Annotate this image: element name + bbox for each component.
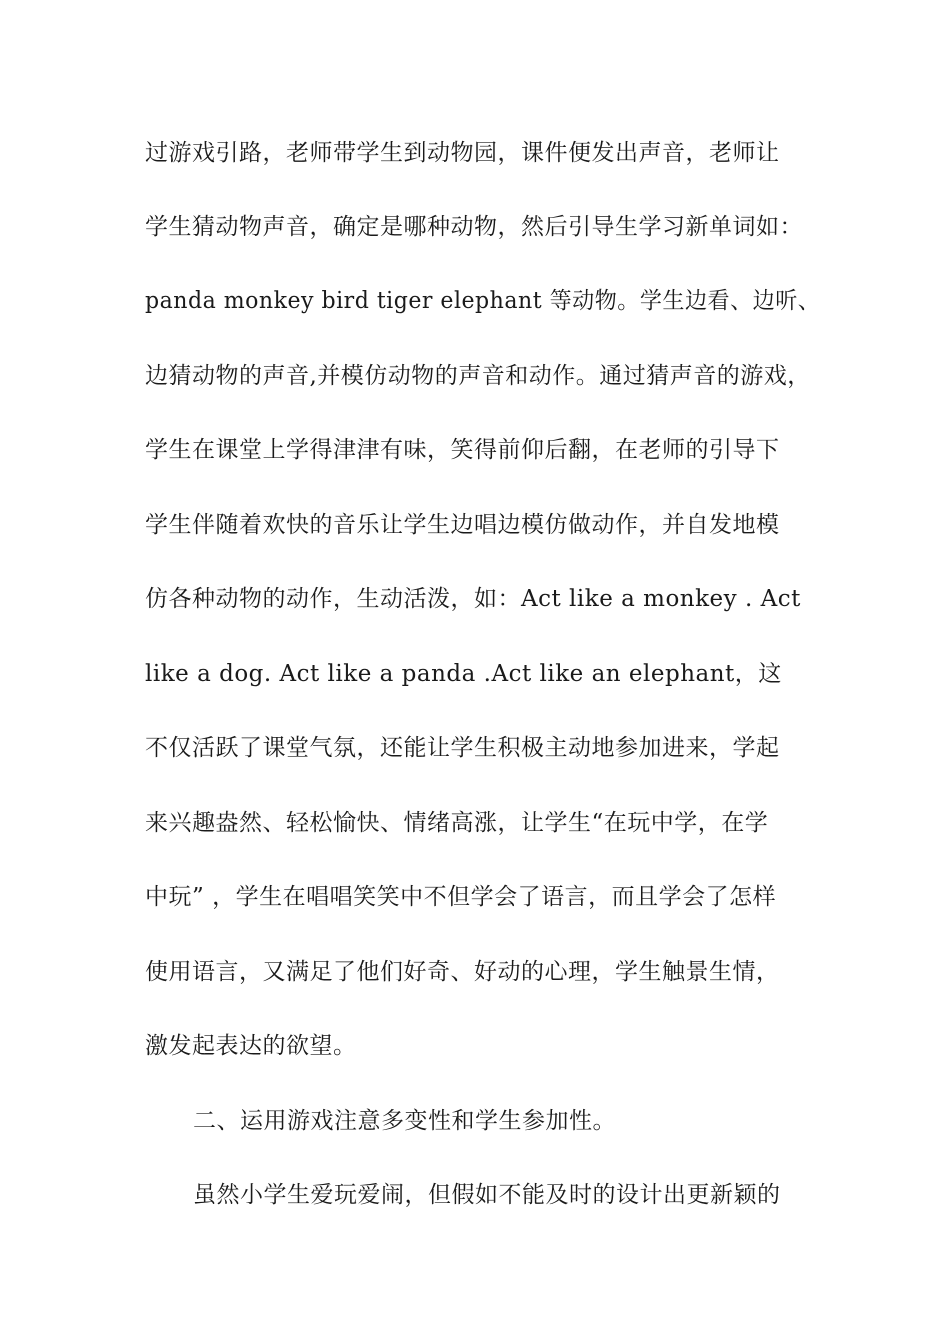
paragraph-line-6: 学生伴随着欢快的音乐让学生边唱边模仿做动作，并自发地模: [145, 512, 780, 538]
paragraph-line-10: 来兴趣盎然、轻松愉快、情绪高涨，让学生“在玩中学，在学: [145, 810, 769, 836]
paragraph-line-5: 学生在课堂上学得津津有味，笑得前仰后翻，在老师的引导下: [145, 437, 780, 463]
paragraph-line-13: 激发起表达的欲望。: [145, 1033, 357, 1059]
paragraph-line-9: 不仅活跃了课堂气氛，还能让学生积极主动地参加进来，学起: [145, 735, 780, 761]
paragraph-line-4: 边猜动物的声音,并模仿动物的声音和动作。通过猜声音的游戏，: [145, 363, 811, 389]
paragraph-line-1: 过游戏引路，老师带学生到动物园，课件便发出声音，老师让: [145, 140, 780, 166]
paragraph-line-7: 仿各种动物的动作，生动活泼，如：Act like a monkey . Act: [145, 586, 801, 612]
paragraph-line-12: 使用语言，又满足了他们好奇、好动的心理，学生触景生情，: [145, 959, 780, 985]
paragraph-line-11: 中玩” ，学生在唱唱笑笑中不但学会了语言，而且学会了怎样: [145, 884, 777, 910]
paragraph-line-8: like a dog. Act like a panda .Act like an elephant，这: [145, 661, 782, 687]
section-heading: 二、运用游戏注意多变性和学生参加性。: [193, 1108, 616, 1134]
paragraph-line-2: 学生猜动物声音，确定是哪种动物，然后引导生学习新单词如：: [145, 214, 803, 240]
paragraph-line-3: panda monkey bird tiger elephant 等动物。学生边看、边听、: [145, 288, 821, 314]
paragraph-line-15: 虽然小学生爱玩爱闹，但假如不能及时的设计出更新颖的: [193, 1182, 781, 1208]
